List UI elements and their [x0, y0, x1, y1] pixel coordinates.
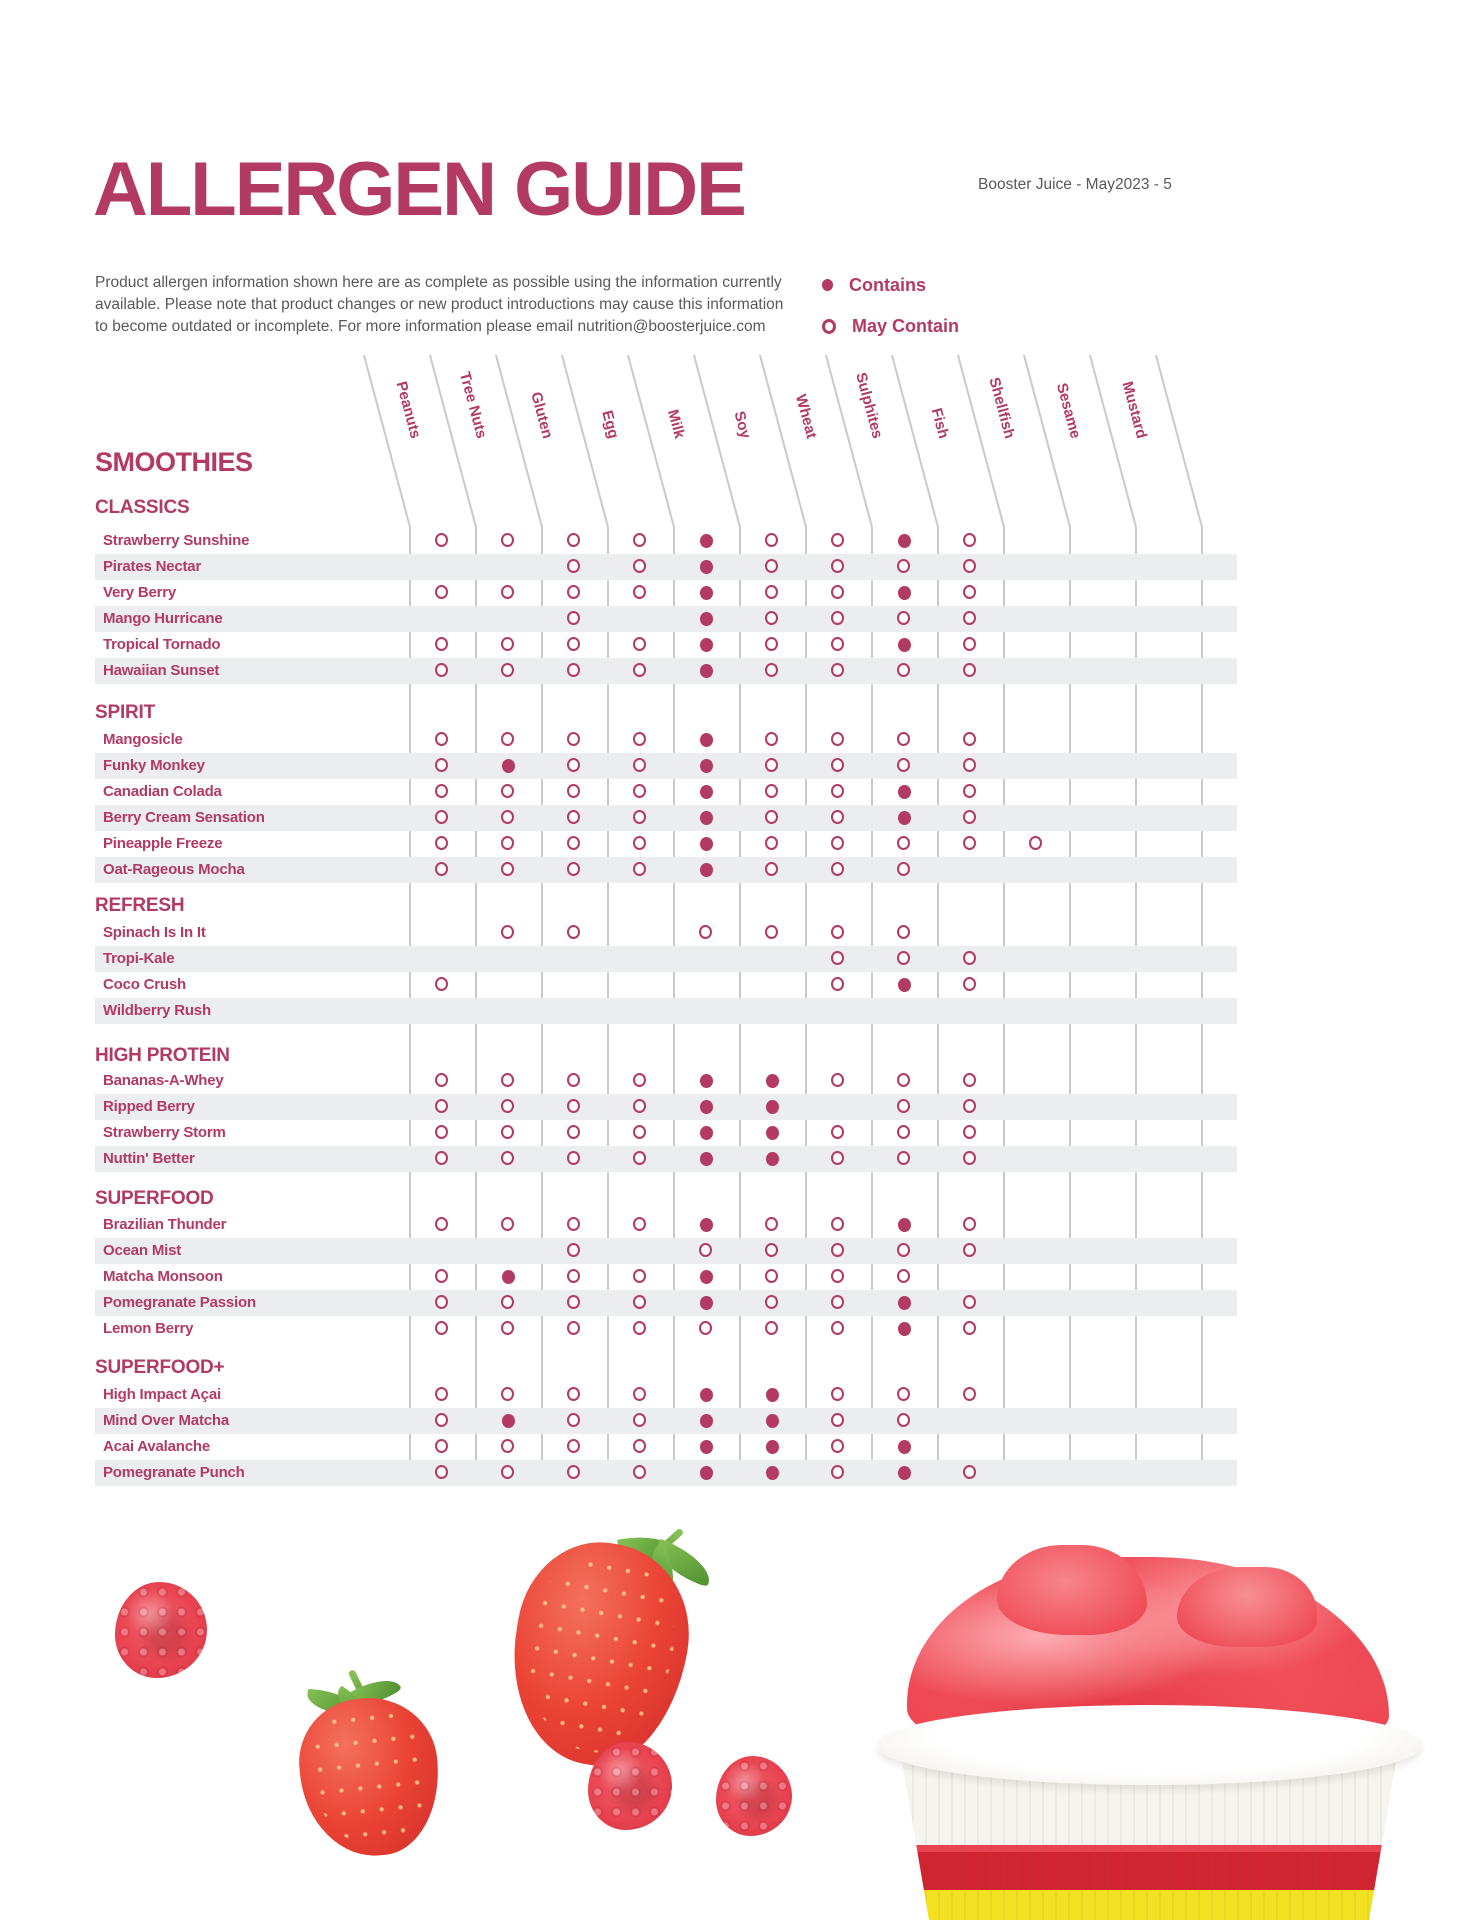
- may-contain-marker: [435, 1125, 448, 1139]
- may-contain-marker: [633, 1387, 646, 1401]
- contains-marker: [766, 1414, 779, 1428]
- table-row-label: Canadian Colada: [103, 783, 222, 800]
- may-contain-marker: [831, 585, 844, 599]
- section-header: HIGH PROTEIN: [95, 1045, 230, 1066]
- may-contain-marker: [435, 1269, 448, 1283]
- contains-marker: [766, 1440, 779, 1454]
- contains-marker: [700, 1218, 713, 1232]
- table-row-label: Acai Avalanche: [103, 1438, 210, 1455]
- column-header-peanuts: Peanuts: [392, 379, 424, 441]
- legend-contains-row: [822, 273, 959, 297]
- row-stripe: [95, 554, 1237, 580]
- legend-may-contain-label: May Contain: [852, 315, 960, 336]
- may-contain-marker: [765, 784, 778, 798]
- table-row-label: Matcha Monsoon: [103, 1268, 223, 1285]
- contains-marker: [700, 1414, 713, 1428]
- may-contain-marker: [435, 585, 448, 599]
- may-contain-marker: [831, 533, 844, 547]
- contains-marker: [700, 1074, 713, 1088]
- column-header-egg: Egg: [598, 408, 622, 441]
- header-grid-line: [693, 355, 741, 527]
- contains-marker: [766, 1074, 779, 1088]
- contains-marker: [898, 1296, 911, 1310]
- table-row-label: Funky Monkey: [103, 757, 205, 774]
- may-contain-marker: [567, 836, 580, 850]
- may-contain-marker: [567, 1125, 580, 1139]
- may-contain-marker: [831, 836, 844, 850]
- column-header-sesame: Sesame: [1052, 381, 1084, 441]
- contains-marker: [700, 837, 713, 851]
- may-contain-marker: [435, 732, 448, 746]
- contains-marker: [700, 759, 713, 773]
- section-header: SPIRIT: [95, 702, 156, 723]
- may-contain-marker: [831, 637, 844, 651]
- row-stripe: [95, 606, 1237, 632]
- section-header: SUPERFOOD+: [95, 1357, 225, 1378]
- may-contain-marker: [963, 1217, 976, 1231]
- page-title: ALLERGEN GUIDE: [93, 147, 745, 232]
- column-header-tree-nuts: Tree Nuts: [455, 369, 490, 441]
- may-contain-marker: [699, 1321, 712, 1335]
- contains-marker: [700, 1152, 713, 1166]
- may-contain-marker: [435, 1073, 448, 1087]
- may-contain-marker: [765, 585, 778, 599]
- may-contain-marker: [567, 585, 580, 599]
- may-contain-marker: [567, 925, 580, 939]
- contains-marker: [700, 1440, 713, 1454]
- table-row-label: Ocean Mist: [103, 1242, 182, 1259]
- row-stripe: [95, 998, 1237, 1024]
- may-contain-marker: [567, 1439, 580, 1453]
- table-row-label: Strawberry Storm: [103, 1124, 226, 1141]
- contains-marker: [898, 1440, 911, 1454]
- table-row-label: Mango Hurricane: [103, 610, 223, 627]
- strawberry-body: [293, 1691, 447, 1863]
- may-contain-marker: [633, 836, 646, 850]
- legend-contains-label: Contains: [849, 274, 927, 295]
- may-contain-marker: [501, 585, 514, 599]
- contains-marker: [898, 785, 911, 799]
- row-stripe: [95, 1290, 1237, 1316]
- may-contain-marker: [963, 1387, 976, 1401]
- column-header-gluten: Gluten: [527, 390, 556, 441]
- may-contain-marker: [831, 1269, 844, 1283]
- may-contain-marker: [831, 732, 844, 746]
- open-circle-icon: [822, 319, 836, 334]
- table-row-label: Pomegranate Punch: [103, 1464, 245, 1481]
- filled-circle-icon: [822, 279, 833, 291]
- contains-marker: [898, 978, 911, 992]
- header-grid-line: [759, 355, 807, 527]
- may-contain-marker: [831, 784, 844, 798]
- section-header: SUPERFOOD: [95, 1188, 214, 1209]
- contains-marker: [700, 1270, 713, 1284]
- may-contain-marker: [567, 1321, 580, 1335]
- may-contain-marker: [963, 784, 976, 798]
- table-row-label: Oat-Rageous Mocha: [103, 861, 245, 878]
- row-stripe: [95, 658, 1237, 684]
- contains-marker: [898, 638, 911, 652]
- table-row-label: Pomegranate Passion: [103, 1294, 256, 1311]
- smoothie-cup-rim: [877, 1705, 1422, 1785]
- may-contain-marker: [963, 836, 976, 850]
- table-row-label: Pineapple Freeze: [103, 835, 223, 852]
- smoothie-cup-image: [877, 1539, 1422, 1920]
- table-row-label: Wildberry Rush: [103, 1002, 211, 1019]
- may-contain-marker: [897, 1073, 910, 1087]
- contains-marker: [700, 1388, 713, 1402]
- table-row-label: Brazilian Thunder: [103, 1216, 227, 1233]
- may-contain-marker: [435, 836, 448, 850]
- contains-marker: [700, 1296, 713, 1310]
- may-contain-marker: [963, 977, 976, 991]
- contains-marker: [700, 1466, 713, 1480]
- contains-marker: [898, 1322, 911, 1336]
- table-row-label: Strawberry Sunshine: [103, 532, 250, 549]
- smoothie-top: [997, 1545, 1147, 1635]
- contains-marker: [766, 1126, 779, 1140]
- table-row-label: Berry Cream Sensation: [103, 809, 265, 826]
- may-contain-marker: [633, 732, 646, 746]
- may-contain-marker: [831, 1125, 844, 1139]
- header-grid-line: [1023, 355, 1071, 527]
- contains-marker: [898, 586, 911, 600]
- may-contain-marker: [831, 1073, 844, 1087]
- contains-marker: [700, 664, 713, 678]
- may-contain-marker: [963, 637, 976, 651]
- may-contain-marker: [435, 977, 448, 991]
- contains-marker: [898, 811, 911, 825]
- may-contain-marker: [1029, 836, 1042, 850]
- may-contain-marker: [963, 1321, 976, 1335]
- table-row-label: Pirates Nectar: [103, 558, 202, 575]
- contains-marker: [898, 1218, 911, 1232]
- contains-marker: [898, 534, 911, 548]
- strawberry-image: [291, 1677, 446, 1862]
- may-contain-marker: [633, 784, 646, 798]
- may-contain-marker: [831, 1217, 844, 1231]
- header-grid-line: [891, 355, 939, 527]
- may-contain-marker: [501, 1217, 514, 1231]
- may-contain-marker: [897, 925, 910, 939]
- may-contain-marker: [633, 1217, 646, 1231]
- doc-reference: Booster Juice - May2023 - 5: [978, 176, 1172, 193]
- may-contain-marker: [501, 1387, 514, 1401]
- row-stripe: [95, 857, 1237, 883]
- may-contain-marker: [765, 925, 778, 939]
- may-contain-marker: [765, 533, 778, 547]
- may-contain-marker: [435, 1321, 448, 1335]
- may-contain-marker: [501, 1073, 514, 1087]
- contains-marker: [700, 586, 713, 600]
- may-contain-marker: [501, 533, 514, 547]
- may-contain-marker: [501, 1439, 514, 1453]
- table-row-label: Tropical Tornado: [103, 636, 221, 653]
- may-contain-marker: [501, 732, 514, 746]
- may-contain-marker: [831, 1321, 844, 1335]
- contains-marker: [700, 733, 713, 747]
- contains-marker: [700, 1100, 713, 1114]
- may-contain-marker: [435, 637, 448, 651]
- raspberry-image: [588, 1742, 672, 1830]
- header-grid-line: [627, 355, 675, 527]
- header-grid-line: [561, 355, 609, 527]
- contains-marker: [700, 785, 713, 799]
- strawberry-image: [496, 1514, 707, 1778]
- may-contain-marker: [897, 732, 910, 746]
- column-header-wheat: Wheat: [791, 392, 820, 441]
- smoothie-top: [1177, 1567, 1317, 1647]
- may-contain-marker: [633, 585, 646, 599]
- may-contain-marker: [501, 836, 514, 850]
- column-header-sulphites: Sulphites: [852, 370, 886, 441]
- contains-marker: [700, 811, 713, 825]
- header-grid-line: [495, 355, 543, 527]
- contains-marker: [700, 1126, 713, 1140]
- may-contain-marker: [567, 732, 580, 746]
- table-row-label: Mangosicle: [103, 731, 183, 748]
- may-contain-marker: [567, 784, 580, 798]
- table-row-label: High Impact Açai: [103, 1386, 221, 1403]
- may-contain-marker: [633, 1439, 646, 1453]
- column-header-soy: Soy: [730, 409, 754, 441]
- may-contain-marker: [963, 732, 976, 746]
- row-stripe: [95, 1460, 1237, 1486]
- may-contain-marker: [897, 1387, 910, 1401]
- contains-marker: [700, 863, 713, 877]
- table-row-label: Lemon Berry: [103, 1320, 194, 1337]
- column-header-shellfish: Shellfish: [985, 375, 1018, 441]
- section-header: CLASSICS: [95, 497, 190, 518]
- column-header-milk: Milk: [664, 407, 688, 441]
- legend: [822, 273, 959, 355]
- may-contain-marker: [633, 1321, 646, 1335]
- may-contain-marker: [435, 533, 448, 547]
- may-contain-marker: [765, 836, 778, 850]
- table-row-label: Spinach Is In It: [103, 924, 206, 941]
- contains-marker: [700, 560, 713, 574]
- may-contain-marker: [633, 637, 646, 651]
- row-stripe: [95, 946, 1237, 972]
- may-contain-marker: [897, 1125, 910, 1139]
- contains-marker: [700, 638, 713, 652]
- column-header-mustard: Mustard: [1118, 379, 1150, 441]
- header-grid-line: [1155, 355, 1203, 527]
- may-contain-marker: [765, 732, 778, 746]
- table-row-label: Nuttin' Better: [103, 1150, 195, 1167]
- row-stripe: [95, 1146, 1237, 1172]
- may-contain-marker: [501, 1125, 514, 1139]
- may-contain-marker: [633, 1125, 646, 1139]
- raspberry-image: [716, 1756, 792, 1836]
- may-contain-marker: [699, 925, 712, 939]
- may-contain-marker: [897, 836, 910, 850]
- may-contain-marker: [567, 533, 580, 547]
- contains-marker: [766, 1388, 779, 1402]
- table-row-label: Bananas-A-Whey: [103, 1072, 224, 1089]
- contains-marker: [766, 1466, 779, 1480]
- may-contain-marker: [567, 1387, 580, 1401]
- contains-marker: [898, 1466, 911, 1480]
- may-contain-marker: [567, 1073, 580, 1087]
- may-contain-marker: [435, 1439, 448, 1453]
- may-contain-marker: [831, 1439, 844, 1453]
- may-contain-marker: [633, 1073, 646, 1087]
- table-row-label: Tropi-Kale: [103, 950, 175, 967]
- table-row-label: Ripped Berry: [103, 1098, 195, 1115]
- may-contain-marker: [963, 533, 976, 547]
- may-contain-marker: [831, 1387, 844, 1401]
- may-contain-marker: [501, 925, 514, 939]
- table-row-label: Coco Crush: [103, 976, 187, 993]
- may-contain-marker: [633, 1269, 646, 1283]
- contains-marker: [502, 1270, 515, 1284]
- contains-marker: [766, 1152, 779, 1166]
- may-contain-marker: [435, 1217, 448, 1231]
- may-contain-marker: [567, 637, 580, 651]
- contains-marker: [502, 1414, 515, 1428]
- column-header-fish: Fish: [927, 406, 952, 441]
- row-stripe: [95, 805, 1237, 831]
- section-header: REFRESH: [95, 895, 185, 916]
- row-stripe: [95, 1408, 1237, 1434]
- may-contain-marker: [765, 1321, 778, 1335]
- may-contain-marker: [963, 1125, 976, 1139]
- may-contain-marker: [633, 533, 646, 547]
- row-stripe: [95, 1238, 1237, 1264]
- contains-marker: [700, 534, 713, 548]
- may-contain-marker: [765, 1217, 778, 1231]
- may-contain-marker: [435, 1387, 448, 1401]
- may-contain-marker: [765, 1269, 778, 1283]
- group-title-smoothies: SMOOTHIES: [95, 447, 253, 477]
- description-text: Product allergen information shown here are as complete as possible using the information currently available. Please note that product changes or new product introductions may cause this information to become outdated or incomplete. For more information please email nutrition@boosterjuice.com: [95, 274, 784, 335]
- may-contain-marker: [501, 637, 514, 651]
- may-contain-marker: [435, 784, 448, 798]
- may-contain-marker: [831, 977, 844, 991]
- raspberry-image: [115, 1582, 207, 1678]
- may-contain-marker: [567, 1269, 580, 1283]
- may-contain-marker: [501, 784, 514, 798]
- may-contain-marker: [501, 1321, 514, 1335]
- may-contain-marker: [963, 1073, 976, 1087]
- table-row-label: Very Berry: [103, 584, 177, 601]
- may-contain-marker: [963, 585, 976, 599]
- contains-marker: [700, 612, 713, 626]
- may-contain-marker: [897, 1269, 910, 1283]
- legend-may-contain-row: [822, 314, 959, 338]
- row-stripe: [95, 1094, 1237, 1120]
- row-stripe: [95, 753, 1237, 779]
- contains-marker: [766, 1100, 779, 1114]
- table-row-label: Hawaiian Sunset: [103, 662, 220, 679]
- contains-marker: [502, 759, 515, 773]
- may-contain-marker: [765, 637, 778, 651]
- table-row-label: Mind Over Matcha: [103, 1412, 229, 1429]
- may-contain-marker: [567, 1217, 580, 1231]
- may-contain-marker: [831, 925, 844, 939]
